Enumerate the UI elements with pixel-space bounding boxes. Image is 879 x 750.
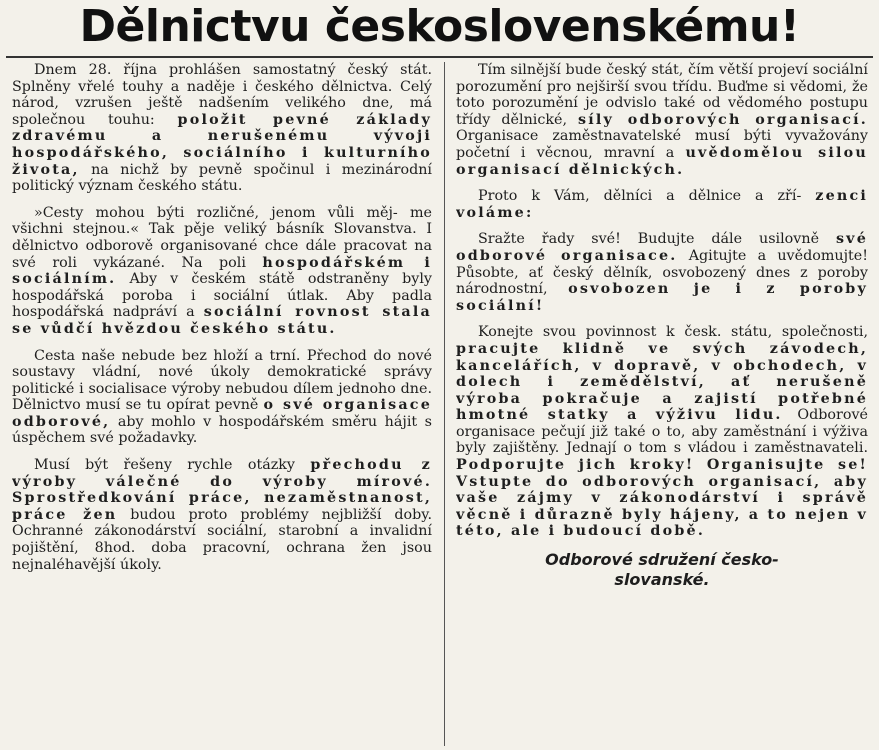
signature-line-2: slovanské. — [614, 570, 710, 590]
spaced-text-run: hospodářském i sociálním. — [12, 254, 432, 288]
text-run: Organisace zaměstnavatelské musí býti vyvažovány početní i věcnou, mravní a — [456, 128, 868, 161]
right-column — [456, 62, 868, 746]
headline: Dělnictvu československému! — [79, 1, 800, 52]
paragraph — [12, 62, 432, 195]
text-run: Musí být řešeny rychle otázky — [34, 457, 311, 474]
paragraph — [12, 348, 432, 448]
paragraph — [456, 62, 868, 178]
paragraph — [12, 457, 432, 573]
text-run: aby mohlo v hospodářském směru hájit s úspěchem své požadavky. — [12, 413, 432, 447]
text-run: »Cesty mohou býti rozličné, jenom vůli měj- me všichni stejnou.« Tak pěje veliký básník Slovanstva. I dělnictvo odborově organisované chce dále pracovat na své roli vykázané. Na poli — [12, 204, 432, 271]
paragraph — [456, 324, 868, 540]
paragraph — [12, 205, 432, 338]
text-run: budou proto problémy nejbližší doby. Ochranné zákonodárství sociální, starobní a invalidní pojištění, 8hod. doba pracovní, ochrana žen jsou nejnaléhavější úkoly. — [12, 506, 432, 573]
spaced-text-run: o své organisace odborové, — [12, 397, 432, 430]
spaced-text-run: uvědomělou silou organisací dělnických. — [456, 144, 868, 178]
spaced-text-run: položit pevné základy zdravému a nerušenému vývoji hospodářského, sociálního i kulturního života, — [12, 111, 432, 178]
text-run: na nichž by pevně spočinul i mezinárodní politický význam českého státu. — [12, 161, 432, 195]
text-run: Proto k Vám, dělníci a dělnice a zří- — [478, 188, 816, 205]
paragraph — [456, 188, 868, 221]
text-run: Odborové organisace pečují již také o to, aby zaměstnání i výživa byly zajištěny. Jednají o tom s vládou i zaměstnavateli. — [456, 407, 868, 457]
spaced-text-run: přechodu z výroby válečné do výroby mírové. Sprostředkování práce, nezaměstnanost, práce žen — [12, 457, 432, 523]
text-run: Cesta naše nebude bez hloží a trní. Přechod do nové soustavy vládní, nové úkoly demokratické správy politické i socialisace výroby nebudou dílem jednoho dne. Dělnictvo musí se tu opírat pevně — [12, 347, 432, 414]
signature-line-1: Odborové sdružení česko- — [545, 550, 779, 570]
text-run: Konejte svou povinnost k česk. státu, společnosti, — [478, 324, 868, 341]
spaced-text-run: zenci voláme: — [456, 188, 868, 221]
spaced-text-run: sociální rovnost stala se vůdčí hvězdou českého státu. — [12, 304, 432, 337]
text-run: Dnem 28. října prohlášen samostatný český stát. Splněny vřelé touhy a naděje i českého dělnictva. Celý národ, vzrušen ještě nadšením velikého dne, má společnou touhu: — [12, 62, 432, 128]
paragraph — [456, 231, 868, 314]
text-run: Agitujte a uvědomujte! Působte, ať český dělník, osvobozený dnes z poroby národnostní, — [456, 247, 868, 298]
spaced-text-run: své odborové organisace. — [456, 231, 868, 264]
article-columns — [12, 62, 867, 746]
headline-rule — [6, 56, 873, 58]
text-run: Aby v českém státě odstraněny byly hospodářská poroba i sociální útlak. Aby padla hospodářská nadpráví a — [12, 271, 432, 321]
signature — [456, 550, 868, 590]
spaced-text-run: osvobozen je i z poroby sociální! — [456, 281, 868, 314]
left-column — [12, 62, 432, 746]
text-run: Tím silnější bude český stát, čím větší projeví sociální porozumění pro nejširší svou třídu. Buďme si vědomi, že toto porozumění je odvislo také od vědomého postupu třídy dělnické, — [456, 62, 868, 128]
column-divider — [444, 62, 445, 746]
spaced-text-run: pracujte klidně ve svých závodech, kancelářích, v dopravě, v obchodech, v dolech i zemědělství, ať nerušeně výroba pokračuje a zajistí potřebné hmotné statky a výživu lidu. — [456, 340, 868, 424]
text-run: Sražte řady své! Budujte dále usilovně — [478, 231, 836, 248]
spaced-text-run: Podporujte jich kroky! Organisujte se! Vstupte do odborových organisací, aby vaše zájmy v zákonodárství i správě věcně i důrazně byly hájeny, a to nejen v této, ale i budoucí době. — [456, 457, 868, 540]
spaced-text-run: síly odborových organisací. — [578, 111, 868, 128]
